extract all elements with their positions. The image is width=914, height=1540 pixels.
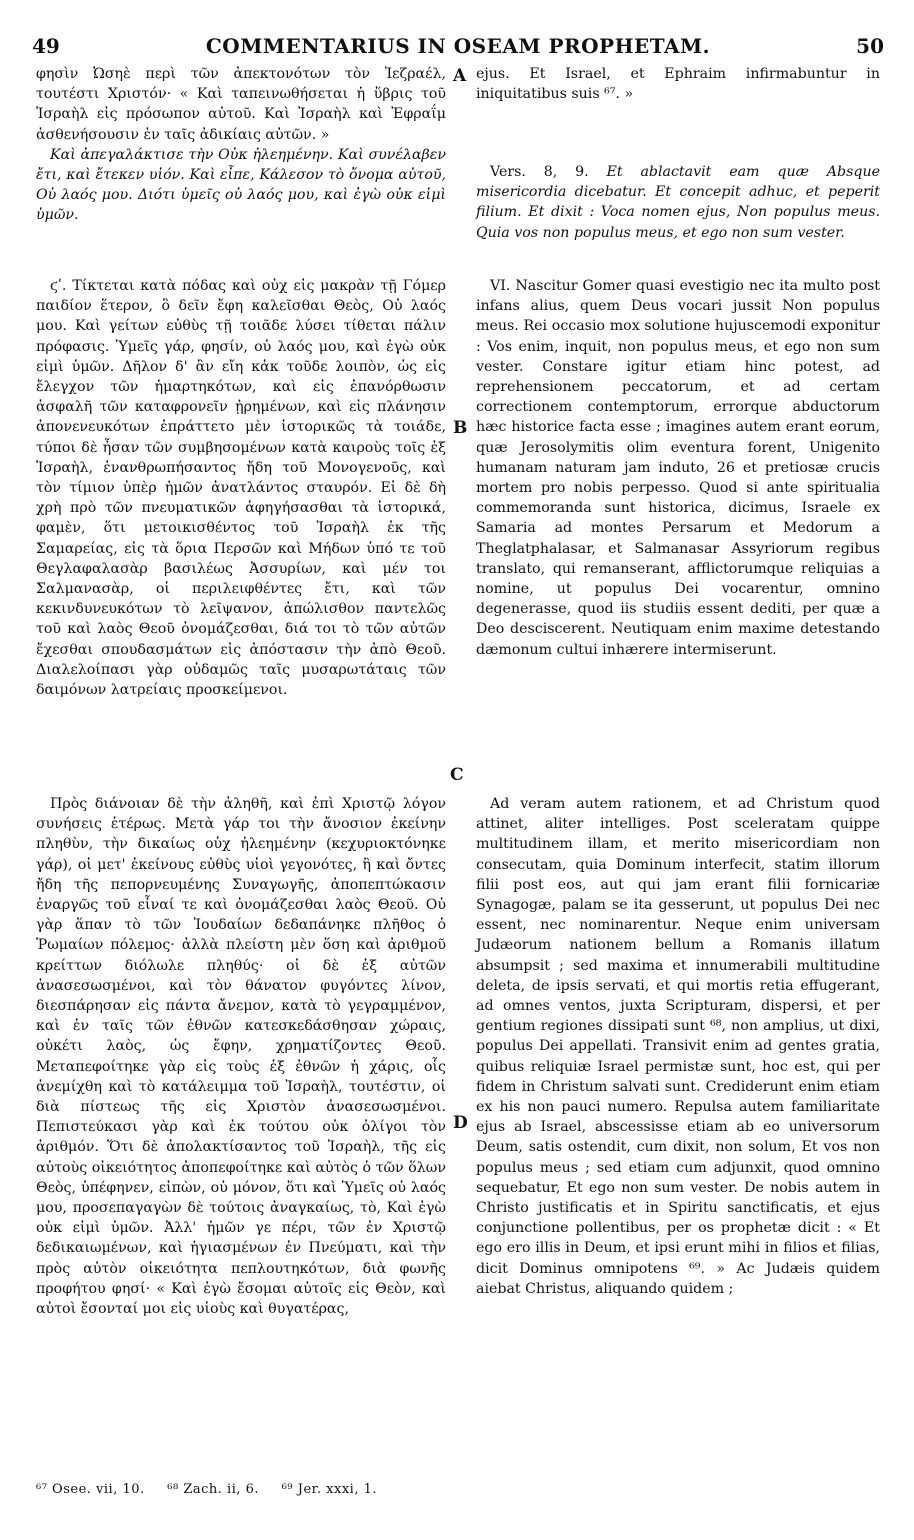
latin-text-block-2: [476, 276, 880, 660]
greek-text-block-1: [36, 64, 446, 226]
margin-marker-c: C: [450, 765, 464, 785]
latin-lemma-block: [476, 162, 880, 243]
greek-paragraph: φησὶν Ὠσηὲ περὶ τῶν ἀπεκτονότων τὸν Ἰεζραέλ, τουτέστι Χριστόν· « Καὶ ταπεινωθήσεται ἡ ὕβρις τοῦ Ἰσραὴλ εἰς πρόσωπον αὐτοῦ. Καὶ Ἰσραὴλ καὶ Ἐφραΐμ ἀσθενήσουσιν ἐν ταῖς ἀδικίαις αὐτῶν. »: [36, 66, 446, 143]
greek-paragraph: ϛʹ. Τίκτεται κατὰ πόδας καὶ οὐχ εἰς μακρὰν τῇ Γόμερ παιδίον ἕτερον, ὃ δεῖν ἔφη καλεῖσθαι Θεὸς, Οὐ λαός μου. Καὶ γείτων εὐθὺς τῇ τοιᾶδε λύσει τίθεται πάλιν πρόφασις. Ὑμεῖς γάρ, φησίν, οὐ λαός μου, καὶ ἐγὼ οὐκ εἰμὶ ὑμῶν. Δῆλον δ' ἂν εἴη κἀκ τοῦδε λοιπὸν, ὡς εἰς ἔλεγχον τῶν ἡμαρτηκότων, καὶ εἰς ἐπανόρθωσιν ἀσφαλῆ τῶν καταφρονεῖν ᾐρημένων, καὶ εἰς πλάνησιν ἀπονενευκότων ἐπράττετο μὲν ἱστορικῶς τὰ τοιάδε, τύποι δὲ ἦσαν τῶν συμβησομένων κατὰ καιροὺς τοῖς ἐξ Ἰσραὴλ, ἐνανθρωπήσαντος ἤδη τοῦ Μονογενοῦς, καὶ τὸν τίμιον ὑπὲρ ἡμῶν ἀνατλάντος σταυρόν. Εἰ δὲ δὴ χρὴ πρὸ τῶν πνευματικῶν ἀφηγήσασθαι τὰ ἱστορικά, φαμὲν, ὅτι μετοικισθέντος τοῦ Ἰσραὴλ ἐκ τῆς Σαμαρείας, εἰς τὰ ὅρια Περσῶν καὶ Μήδων ὑπό τε τοῦ Θεγλαφαλασὰρ βασιλέως Ἀσσυρίων, καὶ μέν τοι Σαλμανασὰρ, οἱ περιλειφθέντες ἔτι, καὶ τῶν κεκινδυνευκότων τὸ λεῖψανον, ἀπώλισθον παντελῶς τοῦ καὶ λαὸς Θεοῦ ὀνομάζεσθαι, διά τοι τὸ τῶν αὐτῶν ἔχεσθαι σπουδασμάτων εἰς ἀπόστασιν τὴν ἀπὸ Θεοῦ. Διαλελοίπασι γὰρ οὐδαμῶς ταῖς μυσαρωτάταις τῶν δαιμόνων λατρείαις προσκείμενοι.: [36, 278, 446, 699]
latin-lemma: Et ablactavit eam quæ Absque misericordia dicebatur. Et concepit adhuc, et peperit filium. Et dixit : Voca nomen ejus, Non populus meus. Quia vos non populus meus, et ego non sum vester.: [476, 164, 880, 241]
greek-paragraph: Πρὸς διάνοιαν δὲ τὴν ἀληθῆ, καὶ ἐπὶ Χριστῷ λόγον συνήσεις ἑτέρως. Μετὰ γάρ τοι τὴν ἄνοσιον ἐκείνην πληθὺν, τὴν δικαίως οὐχ ἠλεημένην (κεχυριοκτόνηκε γάρ), οἱ μετ' ἐκείνους εὐθὺς υἱοὶ γεγονότες, ἢ καὶ ὄντες ἤδη τῆς πεπορνευμένης Συναγωγῆς, ἀποπεπτώκασιν ἐναργῶς τοῦ εἶναί τε καὶ ὀνομάζεσθαι λαὸς Θεοῦ. Οὐ γὰρ ἅπαν τὸ τῶν Ἰουδαίων δεδαπάνηκε πλῆθος ὁ Ῥωμαίων πόλεμος· ἀλλὰ πλείστη μὲν ὅση καὶ ἀριθμοῦ κρείττων διόλωλε πληθύς· οἱ δὲ ἐξ αὐτῶν ἀνασεσωσμένοι, καὶ τὸν θάνατον φυγόντες λίνον, διεσπάρησαν εἰς πάντα ἄνεμον, κατὰ τὸ γεγραμμένον, καὶ ἐν ταῖς τῶν ἐθνῶν κατεσκεδάσθησαν χώραις, οὐκέτι λαὸς, ὡς ἔφην, χρηματίζοντες Θεοῦ. Μεταπεφοίτηκε γὰρ εἰς τοὺς ἐξ ἐθνῶν ἡ χάρις, οἷς ἀνεμίχθη καὶ τὸ κατάλειμμα τοῦ Ἰσραὴλ, τουτέστιν, οἱ διὰ πίστεως τῆς εἰς Χριστὸν ἀνασεσωσμένοι. Πεπιστεύκασι γὰρ καὶ ἐκ τούτου οὐκ ὀλίγοι τὸν ἀριθμόν. Ὅτι δὲ ἀπολακτίσαντος τοῦ Ἰσραὴλ, τῆς εἰς αὐτοὺς οἰκειότητος ἀποπεφοίτηκε καὶ αὐτὸς ὁ τῶν ὅλων Θεὸς, ὑπέφηνεν, εἰπὼν, οὐ μόνον, ὅτι καὶ Ὑμεῖς οὐ λαός μου, προσεπαγαγὼν δὲ τούτοις ἀναγκαίως, τὸ, Καὶ ἐγὼ οὐκ εἰμὶ ὑμῶν. Ἀλλ' ἡμῶν γε πέρι, τῶν ἐν Χριστῷ δεδικαιωμένων, καὶ ἡγιασμένων ἐν Πνεύματι, καὶ τὴν πρὸς αὐτὸν οἰκειότητα πεπλουτηκότων, διὰ φωνῆς προφήτου φησί· « Καὶ ἐγὼ ἔσομαι αὐτοῖς εἰς Θεὸν, καὶ αὐτοὶ ἔσονταί μοι εἰς υἱοὺς καὶ θυγατέρας,: [36, 796, 446, 1318]
greek-text-block-2: [36, 276, 446, 700]
latin-paragraph: Ad veram autem rationem, et ad Christum quod attinet, aliter intelliges. Post sceleratam quippe multitudinem illam, et merito misericordiam non consecutam, quia Dominum interfecit, statim illorum filii post eos, aut qui jam erant filii fornicariæ Synagogæ, palam se ita gesserunt, ut populus Dei nec essent, nec nominarentur. Neque enim universam Judæorum nationem bellum a Romanis illatum absumpsit ; sed maxima et innumerabili multitudine deleta, de ipsis servati, et qui mortis retia effugerant, ad omnes ventos, juxta Scripturam, dispersi, et per gentium regiones dissipati sunt ⁶⁸, non amplius, ut dixi, populus Dei appellati. Transivit enim ad gentes gratia, quibus reliquiæ Israel permistæ sunt, hoc est, qui per fidem in Christum salvati sunt. Crediderunt enim etiam ex his non pauci numero. Repulsa autem familiaritate ejus ab Israel, abscessisse etiam ab eo universorum Deum, satis ostendit, cum dixit, non solum, Et vos non populus meus ; sed etiam cum adjunxit, quod omnino sequebatur, Et ego non sum vester. De nobis autem in Christo justificatis et in Spiritu sanctificatis, et ejus conjunctione pollentibus, per os prophetæ dicit : « Et ego ero illis in Deum, et ipsi erunt mihi in filios et filias, dicit Dominus omnipotens ⁶⁹. » Ac Judæis quidem aiebat Christus, aliquando quidem ;: [476, 796, 880, 1297]
latin-paragraph: VI. Nascitur Gomer quasi evestigio nec ita multo post infans alius, quem Deus vocari jussit Non populus meus. Rei occasio mox solutione hujuscemodi exponitur : Vos enim, inquit, non populus meus, et ego non sum vester. Constare igitur etiam hinc potest, ad reprehensionem peccatorum, et ad certam correctionem contemptorum, errorque abductorum hæc historice facta esse ; imagines autem erant eorum, quæ Jerosolymitis olim eventura forent, Unigenito humanam naturam jam induto, 26 et pretiosæ crucis mortem pro nobis perpesso. Quod si ante spiritualia commemoranda sunt historica, dicimus, Israele ex Samaria ad montes Persarum et Medorum a Theglatphalasar, et Salmanasar Assyriorum regibus translato, qui remanserant, afflictorumque reliquias a nomine, ut populus Dei vocarentur, omnino degenerasse, quod iis studiis essent dediti, per quæ a Deo desciscerent. Neutiquam enim maxime detestando dæmonum cultui inhærere intermiserunt.: [476, 278, 880, 658]
page-number-left: 49: [32, 34, 60, 58]
footnote: ⁶⁸ Zach. ii, 6.: [167, 1482, 260, 1497]
latin-text-block-3: [476, 794, 880, 1299]
latin-text-block-1: [476, 64, 880, 104]
latin-paragraph: ejus. Et Israel, et Ephraim infirmabuntur in iniquitatibus suis ⁶⁷. »: [476, 66, 880, 103]
verse-label: Vers. 8, 9.: [490, 164, 589, 180]
margin-marker-b: B: [453, 418, 468, 438]
margin-marker-d: D: [453, 1113, 468, 1133]
footnotes: [36, 1482, 836, 1497]
footnote: ⁶⁹ Jer. xxxi, 1.: [281, 1482, 378, 1497]
greek-text-block-3: [36, 794, 446, 1319]
margin-marker-a: A: [453, 66, 467, 86]
greek-lemma: Καὶ ἀπεγαλάκτισε τὴν Οὐκ ἠλεημένην. Καὶ συνέλαβεν ἔτι, καὶ ἔτεκεν υἱόν. Καὶ εἶπε, Κάλεσον τὸ ὄνομα αὐτοῦ, Οὐ λαός μου. Διότι ὑμεῖς οὐ λαός μου, καὶ ἐγὼ οὐκ εἰμὶ ὑμῶν.: [36, 146, 446, 224]
page-header: [32, 34, 884, 62]
footnote: ⁶⁷ Osee. vii, 10.: [36, 1482, 145, 1497]
page-number-right: 50: [856, 34, 884, 58]
running-title: COMMENTARIUS IN OSEAM PROPHETAM.: [205, 34, 711, 58]
